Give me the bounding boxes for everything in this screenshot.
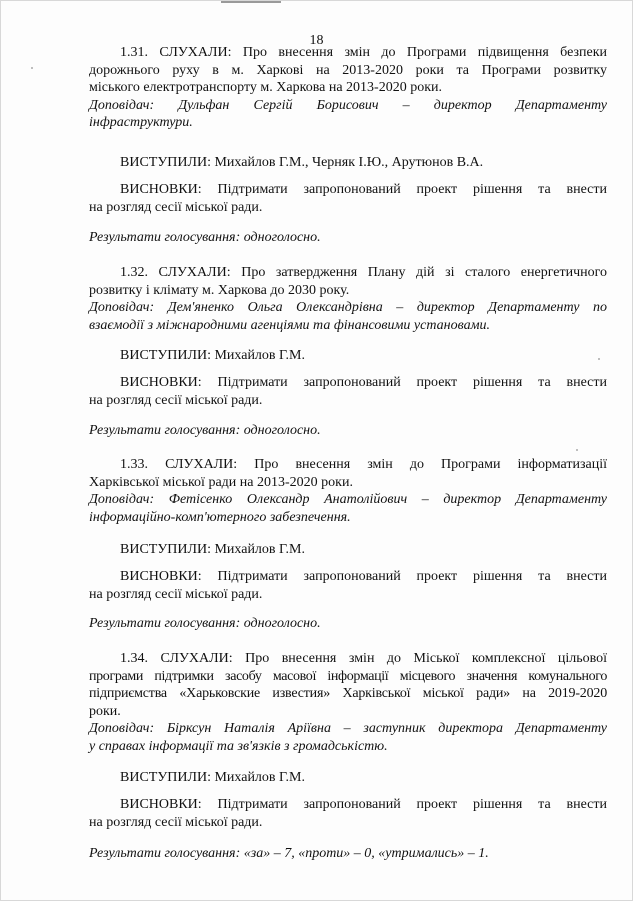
vote-result-1-34: Результати голосування: «за» – 7, «проти» – 0, «утримались» – 1. (89, 846, 489, 861)
vote-result-1-31: Результати голосування: одноголосно. (89, 230, 321, 245)
heard-line-2: дорожнього руху в м. Харкові на 2013-2020 роки та Програми розвитку (89, 62, 607, 78)
conclusions-1-33: ВИСНОВКИ: Підтримати запропонований проект рішення та внести на розгляд сесії міської ради. (89, 569, 607, 602)
speaker-line-2: інфраструктури. (89, 115, 193, 130)
agenda-item-1-34: 1.34. СЛУХАЛИ: Про внесення змін до Міської комплексної цільової програми підтримки засобу масової інформації місцевого значення комунального підприємства «Харьковские известия» Харківської міської ради» на 2019-2020 роки. Доповідач: Бірксун Наталія Аріївна – заступник директора Департаменту у справах інформації та зв'язків з громадськістю. (89, 651, 608, 754)
agenda-item-1-33: 1.33. СЛУХАЛИ: Про внесення змін до Програми інформатизації Харківської міської ради на 2013-2020 роки. Доповідач: Фетісенко Олександр Анатолійович – директор Департаменту інформаційно-комп'ютерного забезпечення. (89, 457, 607, 525)
scan-speck (598, 358, 600, 360)
conclusions-1-31: ВИСНОВКИ: Підтримати запропонований проект рішення та внести на розгляд сесії міської ради. (89, 182, 607, 215)
conclusions-1-32: ВИСНОВКИ: Підтримати запропонований проект рішення та внести на розгляд сесії міської ради. (89, 375, 607, 408)
speaker-line-1: Доповідач: Дульфан Сергій Борисович – директор Департаменту (89, 97, 607, 113)
agenda-item-1-31 (89, 44, 607, 132)
conclusions-1-34: ВИСНОВКИ: Підтримати запропонований проект рішення та внести на розгляд сесії міської ради. (89, 797, 607, 830)
heard-line-3: міського електротранспорту м. Харкова на 2013-2020 роки. (89, 80, 442, 95)
heard-line-1: 1.31. СЛУХАЛИ: Про внесення змін до Програми підвищення безпеки (120, 45, 607, 60)
agenda-item-1-32: 1.32. СЛУХАЛИ: Про затвердження Плану дій зі сталого енергетичного розвитку і клімату м. Харкова до 2030 року. Доповідач: Дем'яненко Ольга Олександрівна – директор Департаменту по взаємодії з міжнародними агенціями та фінансовими установами. (89, 265, 608, 333)
scan-speck (31, 67, 33, 69)
spoke-1-33: ВИСТУПИЛИ: Михайлов Г.М. (120, 542, 305, 557)
page-number: 18 (309, 33, 324, 48)
spoke-1-32: ВИСТУПИЛИ: Михайлов Г.М. (120, 348, 305, 363)
vote-result-1-32: Результати голосування: одноголосно. (89, 423, 321, 438)
scan-speck (576, 449, 578, 451)
spoke-1-31: ВИСТУПИЛИ: Михайлов Г.М., Черняк І.Ю., Арутюнов В.А. (120, 155, 484, 170)
scan-edge-mark (221, 1, 281, 3)
vote-result-1-33: Результати голосування: одноголосно. (89, 616, 321, 631)
spoke-1-34: ВИСТУПИЛИ: Михайлов Г.М. (120, 770, 305, 785)
